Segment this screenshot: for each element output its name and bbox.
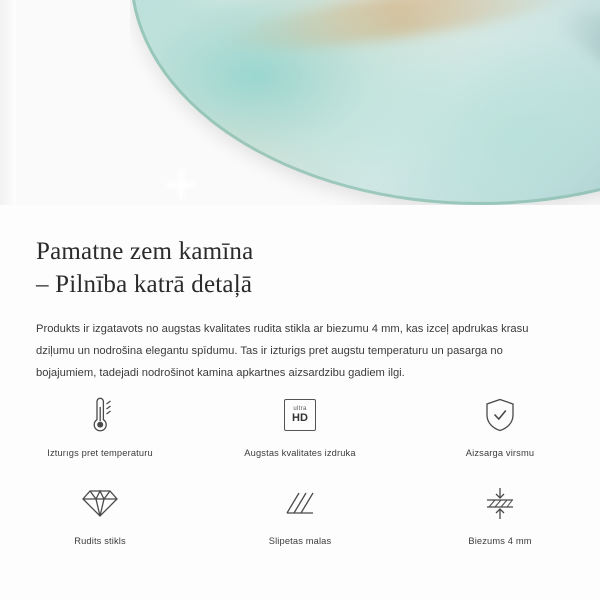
page-title — [0, 205, 600, 301]
headline-line-1: Pamatne zem kamīna — [36, 238, 254, 265]
feature-item-surface-protection — [400, 392, 600, 458]
feature-label: Slipetas malas — [268, 536, 332, 546]
feature-item-print-quality — [200, 392, 400, 458]
feature-label: Biezums 4 mm — [468, 536, 532, 546]
glass-disc-wrapper — [130, 0, 600, 205]
feature-grid — [0, 392, 600, 546]
polished-edges-icon — [283, 480, 317, 526]
ultra-hd-icon — [284, 392, 316, 438]
headline-line-2: – Pilnība katrā detaļā — [36, 271, 253, 298]
thermometer-icon — [83, 392, 117, 438]
description-paragraph: Produkts ir izgatavots no augstas kvalitates rudita stikla ar biezumu 4 mm, kas izceļ apdrukas krasu dziļumu un nodrošina elegantu spīdumu. Tas ir izturigs pret augstu temperaturu un pasarga no bojajumiem, tadejadi nodrošinot kamina apkartnes aizsardzibu gadiem ilgi. — [36, 323, 529, 379]
shield-check-icon — [484, 392, 516, 438]
feature-item-tempered-glass — [0, 480, 200, 546]
feature-label: Izturıgs pret temperaturu — [47, 448, 153, 458]
ultra-hd-badge-top: ultra — [293, 406, 307, 412]
diamond-icon — [81, 480, 119, 526]
thickness-arrows-icon — [482, 480, 518, 526]
feature-label: Augstas kvalitates izdruka — [244, 448, 356, 458]
hero-image — [0, 0, 600, 205]
hero-left-edge — [0, 0, 16, 205]
text-content — [0, 205, 600, 385]
feature-item-polished-edges — [200, 480, 400, 546]
glass-edge-rim — [130, 0, 600, 205]
feature-item-temperature-resistant — [0, 392, 200, 458]
feature-label: Rudits stikls — [74, 536, 126, 546]
feature-label: Aizsarga virsmu — [465, 448, 535, 458]
feature-item-thickness — [400, 480, 600, 546]
ultra-hd-badge-bottom: HD — [292, 412, 308, 424]
